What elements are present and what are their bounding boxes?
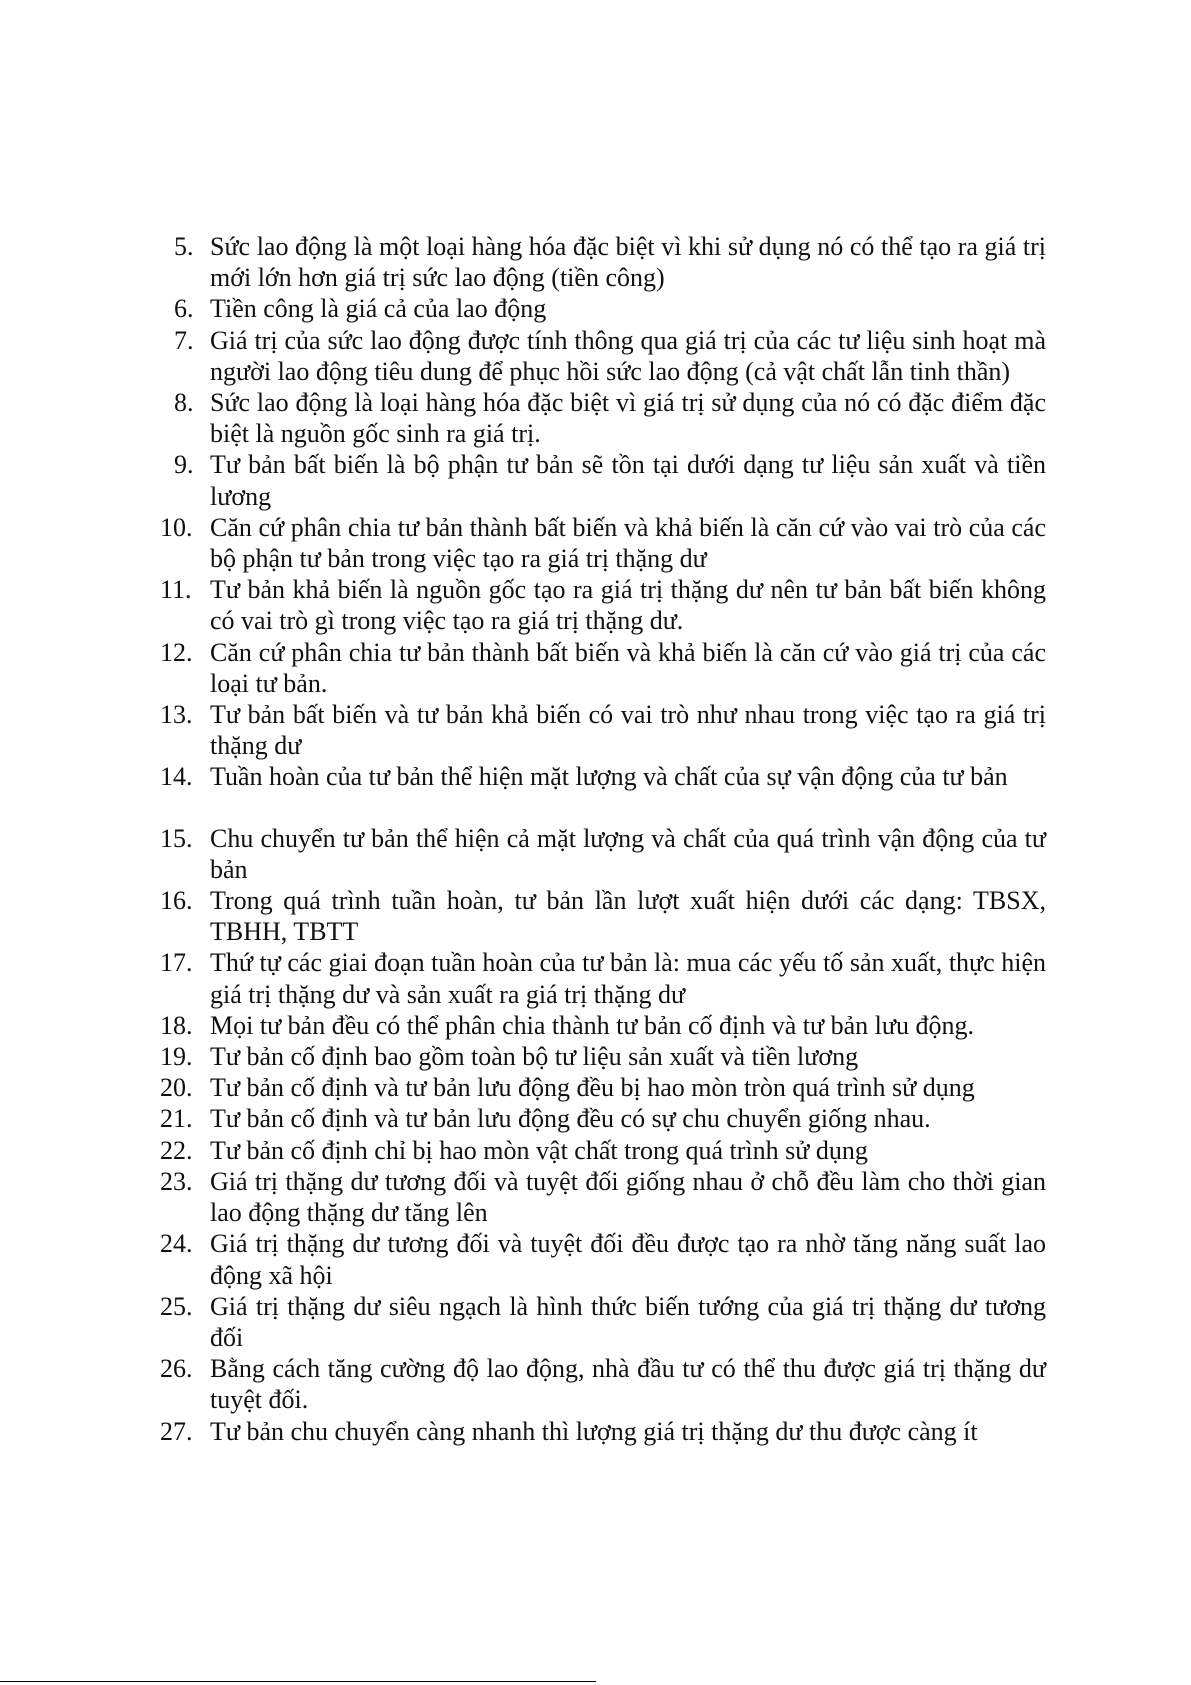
item-text: Tư bản bất biến và tư bản khả biến có vai trò như nhau trong việc tạo ra giá trị thặng dư — [210, 700, 1046, 761]
list-item — [174, 293, 1046, 324]
item-text: Tư bản chu chuyển càng nhanh thì lượng giá trị thặng dư thu được càng ít — [210, 1416, 978, 1446]
footnote-separator — [0, 1681, 596, 1682]
list-item — [160, 1072, 1046, 1103]
list-item — [160, 885, 1046, 947]
list-item — [160, 1166, 1046, 1228]
item-number: 16. — [160, 886, 193, 916]
item-text: Căn cứ phân chia tư bản thành bất biến và khả biến là căn cứ vào giá trị của các loại tư bản. — [210, 637, 1046, 698]
item-number: 21. — [160, 1104, 193, 1134]
list-item — [160, 823, 1046, 885]
list-item — [160, 1010, 1046, 1041]
item-number: 25. — [160, 1291, 193, 1321]
list-item — [160, 761, 1046, 792]
list-item — [160, 512, 1046, 574]
item-text: Thứ tự các giai đoạn tuần hoàn của tư bản là: mua các yếu tố sản xuất, thực hiện giá trị thặng dư và sản xuất ra giá trị thặng dư — [210, 948, 1046, 1009]
list-item — [160, 1135, 1046, 1166]
item-number: 26. — [160, 1354, 193, 1384]
item-text: Giá trị của sức lao động được tính thông qua giá trị của các tư liệu sinh hoạt mà người lao động tiêu dung để phục hồi sức lao động (cả vật chất lẫn tinh thần) — [210, 325, 1046, 386]
item-number: 13. — [160, 700, 193, 730]
item-number: 5. — [174, 232, 194, 261]
item-number: 17. — [160, 948, 193, 978]
item-text: Bằng cách tăng cường độ lao động, nhà đầu tư có thể thu được giá trị thặng dư tuyệt đối. — [210, 1354, 1046, 1415]
item-number: 27. — [160, 1416, 193, 1446]
item-number: 14. — [160, 762, 193, 792]
item-text: Tư bản khả biến là nguồn gốc tạo ra giá trị thặng dư nên tư bản bất biến không có vai trò gì trong việc tạo ra giá trị thặng dư. — [210, 575, 1046, 636]
list-item — [160, 1291, 1046, 1353]
item-number: 15. — [160, 823, 193, 853]
statement-list — [160, 231, 1046, 1447]
item-text: Tư bản cố định bao gồm toàn bộ tư liệu sản xuất và tiền lương — [210, 1042, 859, 1072]
item-number: 19. — [160, 1042, 193, 1072]
item-number: 22. — [160, 1135, 193, 1165]
item-number: 24. — [160, 1229, 193, 1259]
list-item — [160, 637, 1046, 699]
item-number: 12. — [160, 637, 193, 667]
item-number: 6. — [174, 294, 194, 324]
list-item — [160, 1353, 1046, 1415]
item-text: Sức lao động là một loại hàng hóa đặc biệt vì khi sử dụng nó có thể tạo ra giá trị mới lớn hơn giá trị sức lao động (tiền công) — [210, 232, 1046, 293]
item-text: Tuần hoàn của tư bản thể hiện mặt lượng và chất của sự vận động của tư bản — [210, 762, 1008, 792]
item-text: Căn cứ phân chia tư bản thành bất biến và khả biến là căn cứ vào vai trò của các bộ phận tư bản trong việc tạo ra giá trị thặng dư — [210, 512, 1046, 574]
list-item — [174, 449, 1046, 511]
item-number: 8. — [174, 388, 194, 418]
item-number: 20. — [160, 1073, 193, 1103]
item-number: 9. — [174, 450, 194, 480]
item-text: Tư bản cố định chỉ bị hao mòn vật chất trong quá trình sử dụng — [210, 1135, 868, 1165]
item-text: Giá trị thặng dư siêu ngạch là hình thức biến tướng của giá trị thặng dư tương đối — [210, 1291, 1046, 1352]
item-number: 18. — [160, 1010, 193, 1040]
item-text: Trong quá trình tuần hoàn, tư bản lần lượt xuất hiện dưới các dạng: TBSX, TBHH, TBTT — [210, 886, 1046, 947]
list-item — [174, 387, 1046, 449]
list-item — [160, 574, 1046, 636]
item-text: Tư bản cố định và tư bản lưu động đều có sự chu chuyển giống nhau. — [210, 1104, 931, 1134]
item-text: Giá trị thặng dư tương đối và tuyệt đối đều được tạo ra nhờ tăng năng suất lao động xã hội — [210, 1229, 1046, 1290]
item-text: Giá trị thặng dư tương đối và tuyệt đối giống nhau ở chỗ đều làm cho thời gian lao động thặng dư tăng lên — [210, 1166, 1046, 1228]
item-number: 23. — [160, 1166, 193, 1196]
list-item — [160, 699, 1046, 761]
item-number: 7. — [174, 325, 194, 355]
list-item — [160, 1103, 1046, 1134]
item-text: Sức lao động là loại hàng hóa đặc biệt vì giá trị sử dụng của nó có đặc điểm đặc biệt là nguồn gốc sinh ra giá trị. — [210, 388, 1046, 449]
list-item — [160, 1228, 1046, 1290]
item-number: 11. — [160, 575, 192, 605]
item-text: Mọi tư bản đều có thể phân chia thành tư bản cố định và tư bản lưu động. — [210, 1010, 974, 1040]
list-item — [160, 1416, 1046, 1447]
item-number: 10. — [160, 512, 193, 542]
item-text: Tư bản bất biến là bộ phận tư bản sẽ tồn tại dưới dạng tư liệu sản xuất và tiền lương — [210, 450, 1046, 511]
list-item — [160, 1041, 1046, 1072]
list-item — [160, 947, 1046, 1009]
item-text: Chu chuyển tư bản thể hiện cả mặt lượng và chất của quá trình vận động của tư bản — [210, 823, 1046, 884]
list-item — [174, 231, 1046, 293]
item-text: Tư bản cố định và tư bản lưu động đều bị hao mòn tròn quá trình sử dụng — [210, 1073, 975, 1103]
list-item — [174, 325, 1046, 387]
item-text: Tiền công là giá cả của lao động — [210, 294, 547, 324]
